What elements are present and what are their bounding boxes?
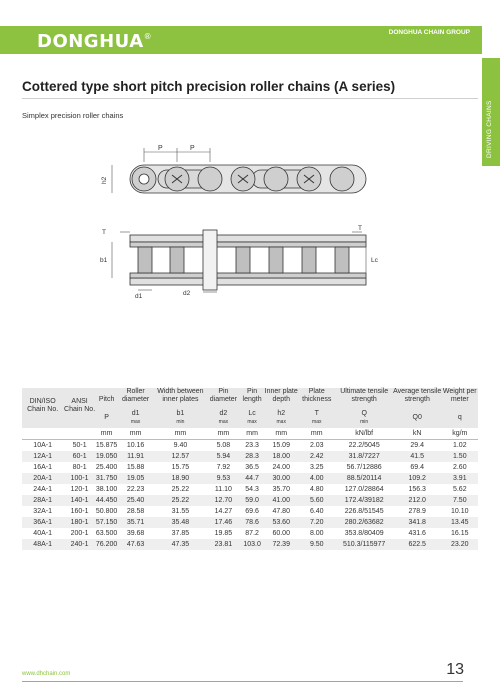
symbol-main: Q xyxy=(361,410,367,417)
table-cell: 57.150 xyxy=(96,517,117,528)
table-cell: 69.6 xyxy=(245,507,259,515)
header-symbol xyxy=(117,408,154,428)
table-cell: 25.400 xyxy=(95,463,118,471)
table-cell: 31.55 xyxy=(171,507,190,515)
table-cell: 47.80 xyxy=(272,507,290,515)
unit-cell xyxy=(63,428,96,440)
table-cell: 172.4/39182 xyxy=(335,495,392,506)
spec-table-body xyxy=(22,440,478,551)
header-name: Ultimate tensile strength xyxy=(335,388,392,408)
page-subtitle: Simplex precision roller chains xyxy=(22,111,124,120)
table-cell: 156.3 xyxy=(408,485,426,493)
table-cell: 19.05 xyxy=(117,473,154,484)
table-cell: 1.02 xyxy=(452,441,467,449)
symbol-qualifier: max xyxy=(312,419,322,425)
table-cell: 13.45 xyxy=(442,517,478,528)
symbol-main: q xyxy=(457,414,462,421)
table-cell: 23.81 xyxy=(207,539,240,550)
table-cell: 180-1 xyxy=(63,517,96,528)
table-cell: 25.22 xyxy=(154,495,207,506)
table-cell: 9.40 xyxy=(173,441,188,449)
header-name: Plate thickness xyxy=(298,388,335,408)
table-cell: 31.750 xyxy=(96,473,117,484)
unit-cell: mm xyxy=(117,428,154,440)
table-cell: 17.46 xyxy=(207,517,240,528)
table-cell: 15.09 xyxy=(272,441,290,449)
table-cell: 5.94 xyxy=(207,451,240,462)
table-cell: 280.2/63682 xyxy=(335,517,392,528)
table-cell: 30.00 xyxy=(264,473,298,484)
table-cell: 22.23 xyxy=(126,485,145,493)
table-cell: 200-1 xyxy=(70,529,89,537)
symbol-main: d1 xyxy=(131,410,140,417)
header-symbol xyxy=(207,408,240,428)
header-name: Pitch xyxy=(96,388,117,408)
spec-table xyxy=(22,388,478,550)
table-cell: 72.39 xyxy=(264,539,298,550)
header-symbol xyxy=(442,408,478,428)
header-symbol xyxy=(335,408,392,428)
table-row xyxy=(22,484,478,495)
d1-label: d1 xyxy=(135,293,143,300)
table-cell: 240-1 xyxy=(63,539,96,550)
table-cell: 10.16 xyxy=(126,441,145,449)
table-cell: 44.7 xyxy=(240,473,265,484)
table-cell: 9.53 xyxy=(207,473,240,484)
table-cell: 103.0 xyxy=(240,539,265,550)
b1-label: b1 xyxy=(100,257,108,264)
table-cell: 5.60 xyxy=(298,495,335,506)
side-section-tab xyxy=(482,58,500,166)
table-row xyxy=(22,451,478,462)
table-cell: 36A-1 xyxy=(22,517,63,528)
table-cell: 11.91 xyxy=(117,451,154,462)
unit-cell: mm xyxy=(96,428,117,440)
unit-cell: mm xyxy=(207,428,240,440)
table-cell: 24A-1 xyxy=(33,485,52,493)
table-cell: 1.50 xyxy=(442,451,478,462)
table-cell: 19.050 xyxy=(96,451,117,462)
side-tab-label: DRIVING CHAINS xyxy=(486,100,493,158)
table-cell: 32A-1 xyxy=(33,507,52,515)
units-row xyxy=(22,428,478,440)
header-names-row xyxy=(22,388,478,408)
table-cell: 36.5 xyxy=(245,463,259,471)
unit-cell: kN xyxy=(393,428,442,440)
table-row xyxy=(22,440,478,452)
d2-label: d2 xyxy=(183,290,191,297)
footer-divider xyxy=(22,681,463,682)
pitch-dimension xyxy=(144,148,210,162)
unit-cell: mm xyxy=(154,428,207,440)
table-cell: 12.70 xyxy=(207,495,240,506)
table-cell: 78.6 xyxy=(240,517,265,528)
symbol-main: P xyxy=(104,414,109,421)
table-cell: 35.71 xyxy=(117,517,154,528)
table-cell: 47.63 xyxy=(117,539,154,550)
table-cell: 10A-1 xyxy=(33,441,52,449)
table-row xyxy=(22,462,478,473)
table-cell: 87.2 xyxy=(245,529,259,537)
table-cell: 41.00 xyxy=(264,495,298,506)
table-cell: 50.800 xyxy=(95,507,118,515)
table-cell: 10.10 xyxy=(451,507,469,515)
table-cell: 9.50 xyxy=(298,539,335,550)
symbol-qualifier: max xyxy=(276,419,286,425)
table-cell: 510.3/115977 xyxy=(335,539,392,550)
unit-cell: mm xyxy=(240,428,265,440)
symbol-qualifier: min xyxy=(176,419,185,425)
table-cell: 12.57 xyxy=(154,451,207,462)
table-cell: 35.70 xyxy=(272,485,290,493)
table-cell: 60.00 xyxy=(272,529,290,537)
page-number: 13 xyxy=(446,661,464,678)
table-row xyxy=(22,539,478,550)
table-cell: 28.3 xyxy=(240,451,265,462)
unit-cell: kN/lbf xyxy=(335,428,392,440)
chain-diagram xyxy=(90,140,380,300)
h2-label: h2 xyxy=(101,176,108,184)
brand-registered-mark: ® xyxy=(143,32,153,41)
table-cell: 212.0 xyxy=(393,495,442,506)
table-row xyxy=(22,473,478,484)
table-cell: 15.75 xyxy=(171,463,190,471)
table-cell: 76.200 xyxy=(96,539,117,550)
unit-cell: kg/m xyxy=(442,428,478,440)
header-symbol xyxy=(264,408,298,428)
table-cell: 53.60 xyxy=(264,517,298,528)
header-name: Average tensile strength xyxy=(393,388,442,408)
table-cell: 14.27 xyxy=(214,507,233,515)
chain-side-view xyxy=(130,230,366,290)
table-row xyxy=(22,495,478,506)
table-cell: 11.10 xyxy=(214,485,232,493)
table-cell: 56.7/12886 xyxy=(346,463,382,471)
header-name: Pin length xyxy=(240,388,265,408)
symbol-main: Lc xyxy=(248,410,256,417)
table-cell: 35.48 xyxy=(154,517,207,528)
table-cell: 3.91 xyxy=(442,473,478,484)
table-cell: 47.35 xyxy=(154,539,207,550)
table-cell: 18.00 xyxy=(264,451,298,462)
unit-cell: mm xyxy=(264,428,298,440)
brand-name: DONGHUA xyxy=(37,31,144,52)
table-cell: 18.90 xyxy=(154,473,207,484)
table-cell: 41.5 xyxy=(393,451,442,462)
header-ansi: ANSI Chain No. xyxy=(63,388,96,428)
symbol-main: T xyxy=(314,410,319,417)
brand-logo xyxy=(37,31,152,52)
table-cell: 109.2 xyxy=(393,473,442,484)
table-cell: 341.8 xyxy=(393,517,442,528)
table-cell: 23.20 xyxy=(442,539,478,550)
header-bar xyxy=(0,26,482,54)
symbol-main: d2 xyxy=(219,410,228,417)
table-cell: 16A-1 xyxy=(33,463,52,471)
table-cell: 7.92 xyxy=(216,463,231,471)
table-cell: 15.875 xyxy=(95,441,118,449)
table-cell: 60-1 xyxy=(63,451,96,462)
spec-table-units xyxy=(22,428,478,440)
table-cell: 6.40 xyxy=(309,507,324,515)
table-cell: 44.450 xyxy=(96,495,117,506)
table-cell: 12A-1 xyxy=(22,451,63,462)
table-cell: 28.58 xyxy=(126,507,145,515)
table-cell: 25.22 xyxy=(171,485,190,493)
table-cell: 353.8/80409 xyxy=(344,529,384,537)
header-symbol xyxy=(96,408,117,428)
header-name: Roller diameter xyxy=(117,388,154,408)
spec-table-header xyxy=(22,388,478,428)
table-cell: 24.00 xyxy=(272,463,290,471)
table-cell: 2.60 xyxy=(452,463,467,471)
table-cell: 37.85 xyxy=(171,529,190,537)
table-row xyxy=(22,506,478,517)
table-cell: 20A-1 xyxy=(22,473,63,484)
table-cell: 120-1 xyxy=(70,485,89,493)
unit-cell: mm xyxy=(298,428,335,440)
table-cell: 2.03 xyxy=(309,441,324,449)
symbol-qualifier: min xyxy=(360,419,369,425)
header-symbol xyxy=(240,408,265,428)
table-cell: 4.80 xyxy=(309,485,324,493)
table-cell: 28A-1 xyxy=(22,495,63,506)
table-cell: 8.00 xyxy=(309,529,324,537)
header-din: DIN/ISO Chain No. xyxy=(22,388,63,428)
table-cell: 3.25 xyxy=(309,463,324,471)
t-label-right: T xyxy=(358,225,362,232)
table-cell: 2.42 xyxy=(298,451,335,462)
header-name: Inner plate depth xyxy=(264,388,298,408)
table-cell: 29.4 xyxy=(410,441,425,449)
table-cell: 5.08 xyxy=(216,441,231,449)
title-divider xyxy=(22,98,478,99)
header-symbol xyxy=(154,408,207,428)
table-cell: 31.8/7227 xyxy=(335,451,392,462)
symbol-main: h2 xyxy=(277,410,286,417)
symbol-qualifier: max xyxy=(247,419,257,425)
table-cell: 80-1 xyxy=(72,463,87,471)
pitch-label-2: P xyxy=(190,145,195,152)
table-cell: 25.40 xyxy=(117,495,154,506)
table-cell: 226.8/51545 xyxy=(344,507,384,515)
table-cell: 15.88 xyxy=(126,463,145,471)
table-cell: 40A-1 xyxy=(33,529,52,537)
table-cell: 622.5 xyxy=(393,539,442,550)
table-cell: 48A-1 xyxy=(22,539,63,550)
table-cell: 59.0 xyxy=(240,495,265,506)
table-row xyxy=(22,528,478,539)
symbol-qualifier: max xyxy=(130,419,141,425)
t-label-left: T xyxy=(102,229,106,236)
table-cell: 19.85 xyxy=(214,529,233,537)
table-cell: 63.500 xyxy=(95,529,118,537)
table-cell: 38.100 xyxy=(95,485,118,493)
header-name: Weight per meter xyxy=(442,388,478,408)
table-cell: 278.9 xyxy=(408,507,426,515)
footer-url: www.dhchain.com xyxy=(22,671,71,677)
table-cell: 127.0/28864 xyxy=(344,485,384,493)
header-symbol xyxy=(298,408,335,428)
table-cell: 16.15 xyxy=(451,529,469,537)
table-cell: 50-1 xyxy=(72,441,87,449)
header-name: Width between inner plates xyxy=(154,388,207,408)
table-cell: 140-1 xyxy=(63,495,96,506)
symbol-qualifier: max xyxy=(218,419,229,425)
table-cell: 5.62 xyxy=(452,485,467,493)
table-cell: 4.00 xyxy=(298,473,335,484)
table-cell: 160-1 xyxy=(70,507,89,515)
table-cell: 88.5/20114 xyxy=(335,473,392,484)
pitch-label-1: P xyxy=(158,145,163,152)
table-cell: 69.4 xyxy=(410,463,425,471)
lc-label: Lc xyxy=(371,257,378,264)
table-cell: 54.3 xyxy=(245,485,259,493)
symbol-main: b1 xyxy=(176,410,185,417)
symbol-main: Q0 xyxy=(412,414,422,421)
table-cell: 39.68 xyxy=(126,529,145,537)
table-cell: 100-1 xyxy=(63,473,96,484)
chain-top-view xyxy=(130,165,366,193)
table-cell: 431.6 xyxy=(408,529,426,537)
table-cell: 7.50 xyxy=(442,495,478,506)
table-cell: 22.2/5045 xyxy=(348,441,380,449)
table-cell: 7.20 xyxy=(298,517,335,528)
page-title: Cottered type short pitch precision roller chains (A series) xyxy=(22,79,396,94)
table-row xyxy=(22,517,478,528)
header-name: Pin diameter xyxy=(207,388,240,408)
header-symbol xyxy=(393,408,442,428)
unit-cell xyxy=(22,428,63,440)
group-name: DONGHUA CHAIN GROUP xyxy=(388,29,470,36)
table-cell: 23.3 xyxy=(245,441,259,449)
